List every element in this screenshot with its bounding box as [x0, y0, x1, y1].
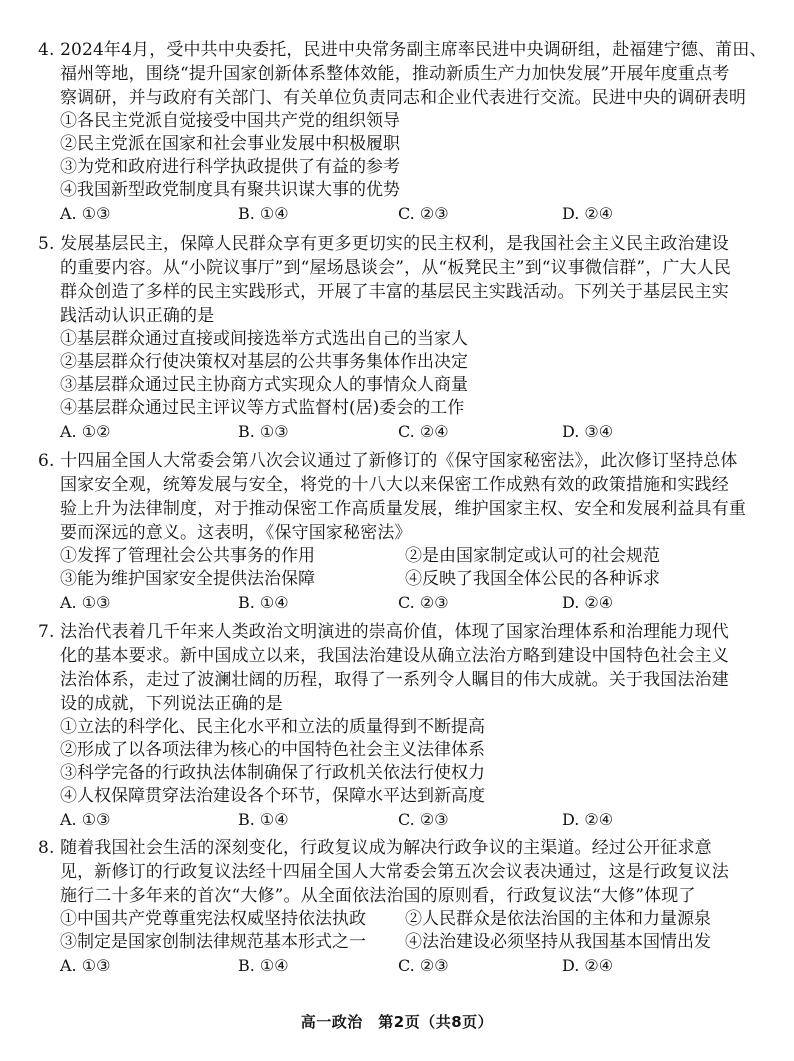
stem-line: 施行二十多年来的首次“大修”。从全面依法治国的原则看，行政复议法“大修”体现了 [60, 886, 696, 906]
choice-a[interactable]: A. ①③ [60, 204, 111, 223]
answer-choices [60, 420, 760, 444]
choice-a[interactable]: A. ①③ [60, 593, 111, 612]
stem-line: 国家安全观，统筹发展与安全，将党的十八大以来保密工作成熟有效的政策措施和实践经 [60, 475, 729, 495]
choice-c[interactable]: C. ②③ [398, 810, 449, 829]
choice-c[interactable]: C. ②③ [398, 956, 449, 975]
stem-line: 群众创造了多样的民主实践形式，开展了丰富的基层民主实践活动。下列关于基层民主实 [60, 282, 729, 302]
answer-choices [60, 202, 760, 226]
option-item: ③制定是国家创制法律规范基本形式之一 [60, 932, 366, 952]
question-5 [38, 232, 760, 444]
question-stem [38, 836, 760, 908]
question-stem [38, 449, 760, 545]
stem-line: 践活动认识正确的是 [60, 306, 215, 326]
option-item: ③为党和政府进行科学执政提供了有益的参考 [60, 157, 400, 177]
option-item: ①各民主党派自觉接受中国共产党的组织领导 [60, 111, 400, 131]
option-item: ④我国新型政党制度具有聚共识谋大事的优势 [60, 180, 400, 200]
choice-b[interactable]: B. ①③ [238, 422, 289, 441]
choice-c[interactable]: C. ②③ [398, 204, 449, 223]
choice-b[interactable]: B. ①④ [238, 593, 289, 612]
stem-line: 4. 2024年4月，受中共中央委托，民进中央常务副主席率民进中央调研组，赴福建宁德、莆田、 [38, 40, 767, 60]
option-item: ②是由国家制定或认可的社会规范 [405, 546, 660, 566]
question-stem [38, 38, 767, 110]
stem-line: 验上升为法律制度，对于推动保密工作高质量发展，维护国家主权、安全和发展利益具有重 [60, 499, 746, 519]
stem-line: 察调研，并与政府有关部门、有关单位负责同志和企业代表进行交流。民进中央的调研表明 [60, 88, 746, 108]
choice-d[interactable]: D. ②④ [562, 204, 614, 223]
option-item: ①基层群众通过直接或间接选举方式选出自己的当家人 [60, 329, 468, 349]
option-item: ③能为维护国家安全提供法治保障 [60, 569, 315, 589]
option-item: ②基层群众行使决策权对基层的公共事务集体作出决定 [60, 352, 468, 372]
question-8 [38, 836, 760, 978]
choice-b[interactable]: B. ①④ [238, 204, 289, 223]
choice-d[interactable]: D. ②④ [562, 593, 614, 612]
option-item: ③基层群众通过民主协商方式实现众人的事情众人商量 [60, 375, 468, 395]
option-item: ②形成了以各项法律为核心的中国特色社会主义法律体系 [60, 740, 485, 760]
stem-line: 要而深远的意义。这表明，《保守国家秘密法》 [60, 523, 412, 543]
choice-b[interactable]: B. ①④ [238, 810, 289, 829]
option-item: ②民主党派在国家和社会事业发展中积极履职 [60, 134, 400, 154]
option-item: ③科学完备的行政执法体制确保了行政机关依法行使权力 [60, 763, 485, 783]
stem-line: 设的成就，下列说法正确的是 [60, 694, 283, 714]
option-row [60, 908, 760, 931]
question-6 [38, 449, 760, 615]
stem-line: 法治体系，走过了波澜壮阔的历程，取得了一系列令人瞩目的伟大成就。关于我国法治建 [60, 670, 729, 690]
option-item: ①发挥了管理社会公共事务的作用 [60, 546, 315, 566]
question-4 [38, 38, 767, 226]
stem-line: 5. 发展基层民主，保障人民群众享有更多更切实的民主权利，是我国社会主义民主政治建设 [38, 234, 729, 254]
option-item: ①中国共产党尊重宪法权威坚持依法执政 [60, 909, 366, 929]
choice-d[interactable]: D. ②④ [562, 956, 614, 975]
stem-line: 7. 法治代表着几千年来人类政治文明演进的崇高价值，体现了国家治理体系和治理能力现代 [38, 622, 729, 642]
question-stem [38, 620, 760, 716]
option-row [60, 931, 760, 954]
option-item: ④反映了我国全体公民的各种诉求 [405, 569, 660, 589]
choice-a[interactable]: A. ①③ [60, 956, 111, 975]
choice-d[interactable]: D. ③④ [562, 422, 614, 441]
option-item: ④基层群众通过民主评议等方式监督村(居)委会的工作 [60, 398, 465, 418]
option-row [60, 545, 760, 568]
choice-d[interactable]: D. ②④ [562, 810, 614, 829]
question-stem [38, 232, 760, 328]
option-item: ①立法的科学化、民主化水平和立法的质量得到不断提高 [60, 717, 485, 737]
stem-line: 化的基本要求。新中国成立以来，我国法治建设从确立法治方略到建设中国特色社会主义 [60, 646, 729, 666]
answer-choices [60, 954, 760, 978]
choice-a[interactable]: A. ①② [60, 422, 111, 441]
answer-choices [60, 591, 760, 615]
option-item: ④法治建设必须坚持从我国基本国情出发 [405, 932, 711, 952]
stem-line: 见，新修订的行政复议法经十四届全国人大常委会第五次会议表决通过，这是行政复议法 [60, 862, 729, 882]
stem-line: 6. 十四届全国人大常委会第八次会议通过了新修订的《保守国家秘密法》，此次修订坚持总体 [38, 451, 738, 471]
option-item: ②人民群众是依法治国的主体和力量源泉 [405, 909, 711, 929]
answer-choices [60, 808, 760, 832]
choice-b[interactable]: B. ①④ [238, 956, 289, 975]
option-row [60, 568, 760, 591]
question-7 [38, 620, 760, 832]
stem-line: 8. 随着我国社会生活的深刻变化，行政复议成为解决行政争议的主渠道。经过公开征求意 [38, 838, 712, 858]
choice-a[interactable]: A. ①③ [60, 810, 111, 829]
option-item: ④人权保障贯穿法治建设各个环节，保障水平达到新高度 [60, 786, 485, 806]
choice-c[interactable]: C. ②④ [398, 422, 449, 441]
page-footer: 高一政治 第2页（共8页） [300, 1013, 494, 1031]
choice-c[interactable]: C. ②③ [398, 593, 449, 612]
stem-line: 福州等地，围绕“提升国家创新体系整体效能，推动新质生产力加快发展”开展年度重点考 [60, 64, 730, 84]
stem-line: 的重要内容。从“小院议事厅”到“屋场恳谈会”，从“板凳民主”到“议事微信群”，广大人民 [60, 258, 731, 278]
